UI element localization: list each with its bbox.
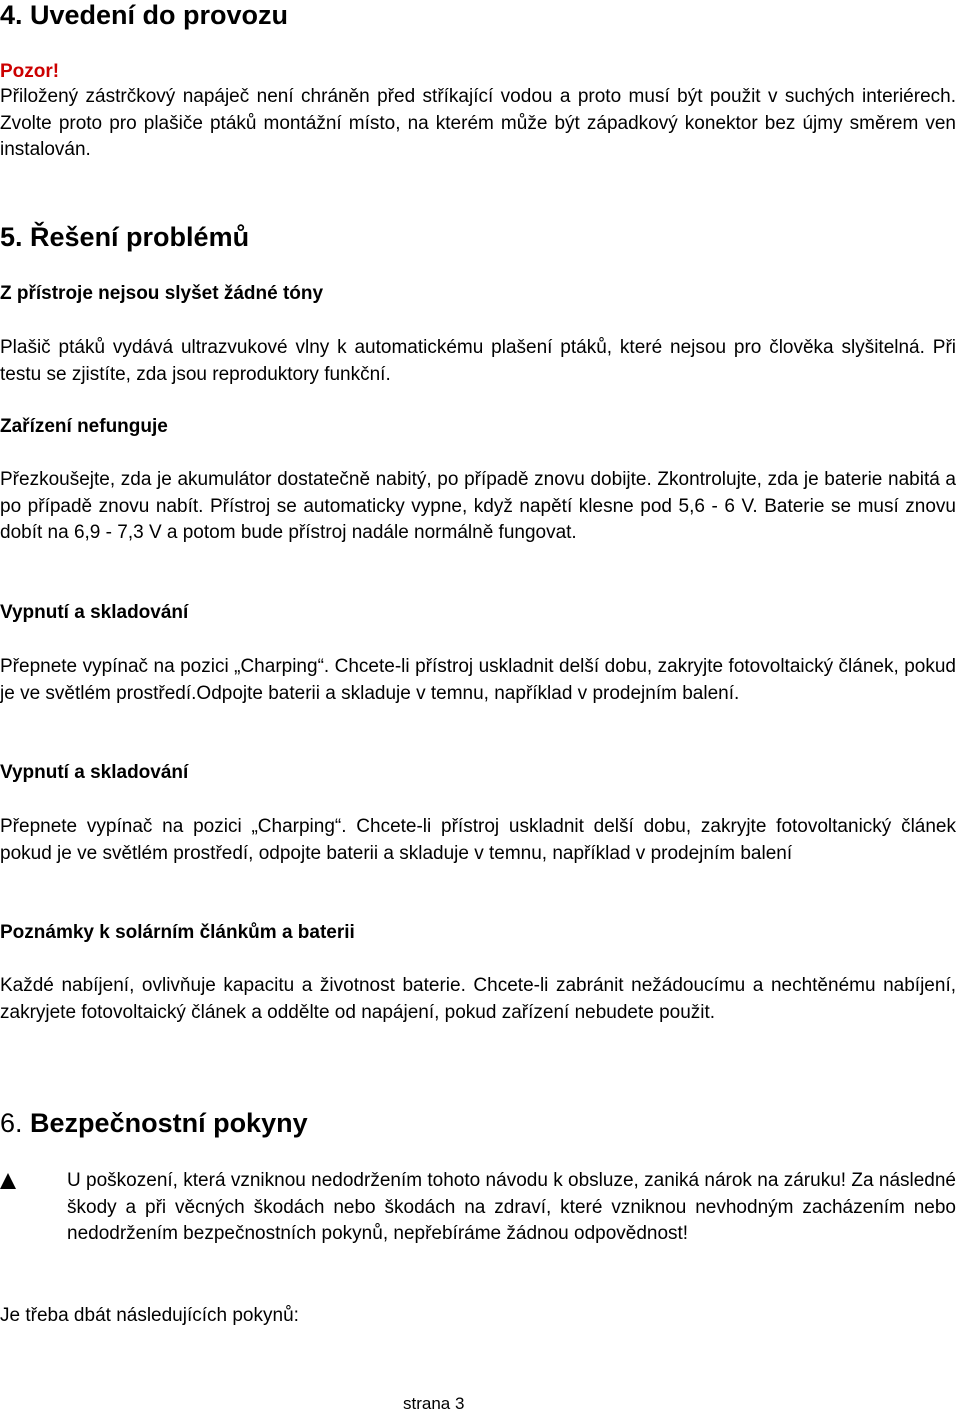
warning-block [0,1168,958,1278]
warning-text: U poškození, která vzniknou nedodržením tohoto návodu k obsluze, zaniká nárok na záruku! Za následné škody a při věcných škodách nebo škodách na zdraví, které vzniknou nevhodným zacházením nebo nedodržením bezpečnostních pokynů, nepřebíráme žádnou odpovědnost! [67,1170,956,1244]
storage-1-text: Přepnete vypínač na pozici „Charping“. Chcete-li přístroj uskladnit delší dobu, zakryjte fotovoltaický článek, pokud je ve světlém prostředí.Odpojte baterii a skladuje v temnu, například v prodejním balení. [0,656,956,704]
section-6-heading [0,1108,308,1138]
notes-text: Každé nabíjení, ovlivňuje kapacitu a životnost baterie. Chcete-li zabránit nežádoucímu a nechtěnému nabíjení, zakryjete fotovoltaický článek a oddělte od napájení, pokud zařízení nebudete použit. [0,975,956,1023]
not-working-text: Přezkoušejte, zda je akumulátor dostatečně nabitý, po případě znovu dobijte. Zkontrolujte, zda je baterie nabitá a po případě znovu nabít. Přístroj se automaticky vypne, když napětí klesne pod 5,6 - 6 V. Baterie se musí znovu dobít na 6,9 - 7,3 V a potom bude přístroj nadále normálně fungovat. [0,469,956,543]
section-4-text: Přiložený zástrčkový napáječ není chráněn před stříkající vodou a proto musí být použit v suchých interiérech. Zvolte proto pro plašiče ptáků montážní místo, na kterém může být západkový konektor bez újmy směrem ven instalován. [0,86,956,160]
no-tones-text: Plašič ptáků vydává ultrazvukové vlny k automatickému plašení ptáků, které nejsou pro člověka slyšitelná. Při testu se zjistíte, zda jsou reproduktory funkční. [0,337,956,385]
storage-1-title: Vypnutí a skladování [0,602,189,623]
follow-text: Je třeba dbát následujících pokynů: [0,1305,299,1326]
storage-2-text: Přepnete vypínač na pozici „Charping“. Chcete-li přístroj uskladnit delší dobu, zakryjte fotovoltanický článek pokud je ve světlém prostředí, odpojte baterii a skladuje v temnu, například v prodejním balení [0,816,956,864]
section-5-heading: 5. Řešení problémů [0,222,250,252]
triangle-warning-icon [0,1173,16,1189]
no-tones-title: Z přístroje nejsou slyšet žádné tóny [0,283,324,304]
section-4-heading: 4. Uvedení do provozu [0,0,289,30]
page-number: strana 3 [403,1394,465,1413]
warning-label: Pozor! [0,61,60,82]
section-6-title: Bezpečnostní pokyny [30,1108,308,1138]
notes-title: Poznámky k solárním článkům a baterii [0,922,355,943]
section-6-number: 6. [0,1108,23,1138]
storage-2-title: Vypnutí a skladování [0,762,189,783]
not-working-title: Zařízení nefunguje [0,416,168,437]
